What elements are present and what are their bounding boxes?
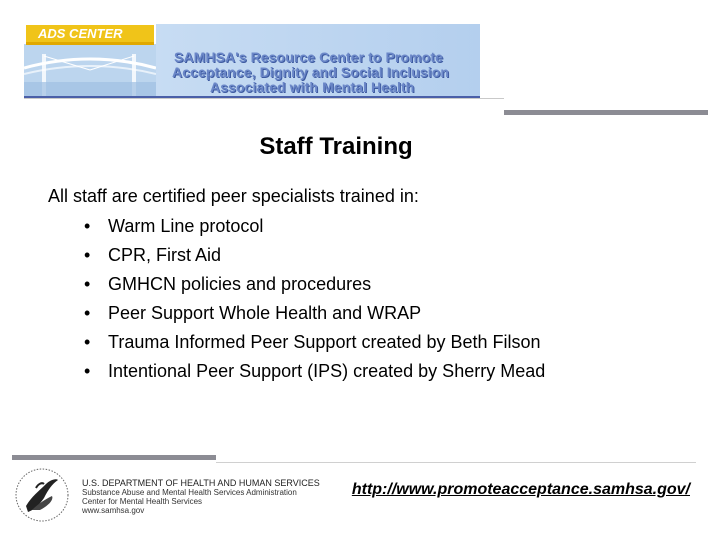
list-item-text: Peer Support Whole Health and WRAP bbox=[108, 303, 422, 323]
hhs-website: www.samhsa.gov bbox=[82, 506, 145, 515]
header-divider bbox=[24, 98, 504, 99]
footer-accent-bar bbox=[12, 455, 216, 460]
ads-center-logo: ADS CENTER bbox=[26, 25, 154, 42]
bullet-icon: • bbox=[84, 332, 91, 352]
ads-logo-underline bbox=[26, 42, 154, 45]
bullet-icon: • bbox=[84, 274, 91, 294]
hhs-department-name: U.S. DEPARTMENT OF HEALTH AND HUMAN SERVICES bbox=[82, 478, 320, 488]
list-item-text: GMHCN policies and procedures bbox=[108, 274, 372, 294]
bullet-icon: • bbox=[84, 361, 91, 381]
bullet-icon: • bbox=[84, 245, 91, 265]
list-item-text: CPR, First Aid bbox=[108, 245, 222, 265]
intro-text: All staff are certified peer specialists trained in: bbox=[48, 186, 419, 206]
hhs-samhsa-logo bbox=[12, 466, 320, 524]
list-item-text: Trauma Informed Peer Support created by Beth Filson bbox=[108, 332, 541, 352]
promote-acceptance-link[interactable]: http://www.promoteacceptance.samhsa.gov/ bbox=[351, 481, 690, 498]
bullet-icon: • bbox=[84, 216, 91, 236]
banner-line-2: Acceptance, Dignity and Social Inclusion bbox=[172, 64, 450, 80]
list-item-text: Intentional Peer Support (IPS) created by Sherry Mead bbox=[108, 361, 546, 381]
bullet-icon: • bbox=[84, 303, 91, 323]
banner-line-1: SAMHSA's Resource Center to Promote bbox=[174, 49, 443, 65]
header-accent-bar bbox=[504, 110, 708, 115]
hhs-center-name: Center for Mental Health Services bbox=[82, 497, 203, 506]
samhsa-banner bbox=[24, 24, 480, 98]
slide-title: Staff Training bbox=[259, 133, 413, 160]
hhs-eagle-icon bbox=[12, 466, 72, 524]
hhs-agency-name: Substance Abuse and Mental Health Services Administration bbox=[82, 488, 297, 497]
list-item-text: Warm Line protocol bbox=[108, 216, 264, 236]
footer-divider bbox=[216, 462, 696, 463]
banner-line-3: Associated with Mental Health bbox=[210, 79, 415, 95]
